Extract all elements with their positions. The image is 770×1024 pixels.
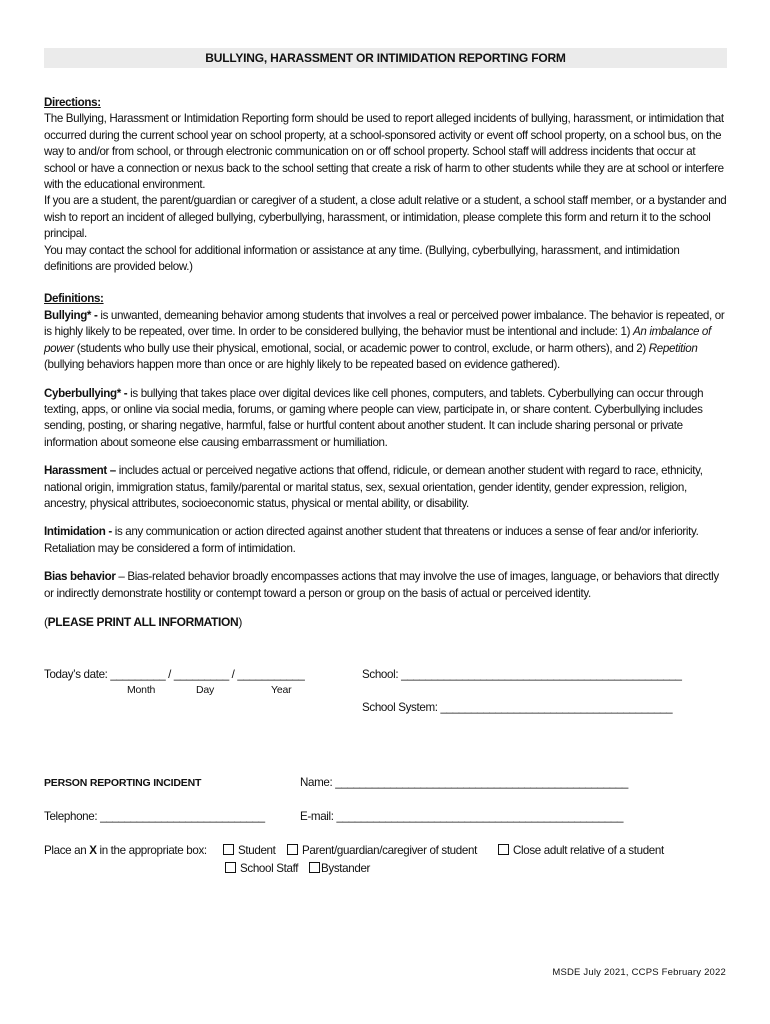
- bullying-text-3: (bullying behaviors happen more than once or are highly likely to be repeated based on evidence gathered).: [44, 358, 560, 372]
- telephone-field[interactable]: Telephone: ___________________________: [44, 810, 265, 823]
- name-field[interactable]: Name: ________________________________________________: [300, 776, 628, 789]
- checkbox-icon[interactable]: [498, 844, 509, 855]
- place-prefix: Place an: [44, 844, 90, 857]
- print-notice-open: (: [44, 614, 48, 629]
- reporter-role-row: [44, 844, 207, 857]
- print-notice-bold: PLEASE PRINT ALL INFORMATION: [47, 614, 239, 629]
- form-page: [44, 48, 727, 630]
- definitions-heading: Definitions:: [44, 292, 104, 306]
- bullying-text-2: (students who bully use their physical, emotional, social, or academic power to control, exclude, or harm others), and 2): [73, 341, 649, 355]
- checkbox-student[interactable]: [223, 844, 276, 857]
- place-suffix: in the appropriate box:: [96, 844, 207, 857]
- definition-intimidation: [44, 524, 727, 557]
- definition-bias: [44, 569, 727, 602]
- bias-term: Bias behavior: [44, 570, 116, 584]
- person-reporting-heading: PERSON REPORTING INCIDENT: [44, 777, 202, 789]
- print-notice: [44, 614, 727, 630]
- cyberbullying-term: Cyberbullying* -: [44, 386, 128, 400]
- checkbox-close-relative-label: Close adult relative of a student: [513, 844, 664, 857]
- checkbox-student-label: Student: [238, 844, 276, 857]
- todays-date-field[interactable]: Today’s date: _________ / _________ / ___________: [44, 668, 305, 681]
- school-field[interactable]: School: ______________________________________________: [362, 668, 682, 681]
- print-notice-close: ): [238, 614, 242, 629]
- day-label: Day: [196, 684, 215, 696]
- school-system-field[interactable]: School System: ______________________________________: [362, 701, 673, 714]
- checkbox-icon[interactable]: [225, 862, 236, 873]
- checkbox-school-staff[interactable]: [225, 862, 298, 875]
- checkbox-parent-label: Parent/guardian/caregiver of student: [302, 844, 477, 857]
- cyberbullying-text: is bullying that takes place over digital devices like cell phones, computers, and tablets. Cyberbullying can occur through texting, apps, or online via social media, forums, or gaming where people can view, participate in, or share content. Cyberbullying includes sending, posting, or sharing negative, harmful, false or hurtful content about another student. It can include sharing personal or private information about someone else causing embarrassment or humiliation.: [44, 386, 704, 449]
- intimidation-text: is any communication or action directed against another student that threatens or induces a sense of fear and/or inferiority. Retaliation may be considered a form of intimidation.: [44, 525, 699, 555]
- directions-paragraph-1: The Bullying, Harassment or Intimidation Reporting form should be used to report alleged incidents of bullying, harassment, or intimidation that occurred during the current school year on school property, at a school-sponsored activity or event off school property, on a school bus, on the way to and/or from school, or through electronic communication on or off school property. School staff will address incidents that occur at school or have a connection or nexus back to the school setting that create a risk of harm to other students while they are at school or interfere with the educational environment.: [44, 112, 724, 192]
- checkbox-bystander-label: Bystander: [321, 862, 371, 875]
- checkbox-icon[interactable]: [223, 844, 234, 855]
- bullying-emphasis-1: An imbalance of power: [44, 325, 711, 355]
- place-x: X: [89, 844, 97, 857]
- bullying-term: Bullying* -: [44, 308, 98, 322]
- checkbox-close-relative[interactable]: [498, 844, 664, 857]
- checkbox-icon[interactable]: [309, 862, 320, 873]
- bullying-emphasis-2: Repetition: [648, 341, 698, 355]
- checkbox-parent[interactable]: [287, 844, 477, 857]
- footer-version: MSDE July 2021, CCPS February 2022: [552, 967, 726, 978]
- month-label: Month: [127, 684, 156, 696]
- harassment-text: includes actual or perceived negative actions that offend, ridicule, or demean another student with regard to race, ethnicity, national origin, immigration status, family/parental or marital status, sex, sexual orientation, gender identity, gender expression, religion, ancestry, physical attributes, socioeconomic status, physical or mental ability, or disability.: [44, 464, 703, 510]
- year-label: Year: [271, 684, 292, 696]
- bias-text: – Bias-related behavior broadly encompasses actions that may involve the use of images, language, or behaviors that directly or indirectly demonstrate hostility or contempt toward a person or group on the basis of actual or perceived identity.: [44, 570, 719, 600]
- definition-harassment: [44, 463, 727, 512]
- definition-bullying: [44, 308, 727, 374]
- directions-section: [44, 95, 727, 275]
- email-field[interactable]: E-mail: _______________________________________________: [300, 810, 624, 823]
- intimidation-term: Intimidation -: [44, 525, 112, 539]
- directions-paragraph-3: You may contact the school for additional information or assistance at any time. (Bullying, cyberbullying, harassment, and intimidation definitions are provided below.): [44, 243, 680, 274]
- definition-cyberbullying: [44, 386, 727, 452]
- bullying-text: is unwanted, demeaning behavior among students that involves a real or perceived power imbalance. The behavior is repeated, or is highly likely to be repeated, over time. In order to be considered bullying, the behavior must be intentional and include: 1): [44, 308, 725, 339]
- checkbox-school-staff-label: School Staff: [240, 862, 299, 875]
- checkbox-icon[interactable]: [287, 844, 298, 855]
- directions-paragraph-2: If you are a student, the parent/guardian or caregiver of a student, a close adult relative or a student, a school staff member, or a bystander and wish to report an incident of alleged bullying, cyberbullying, harassment, or intimidation, please complete this form and return it to the school principal.: [44, 194, 727, 241]
- directions-heading: Directions:: [44, 96, 101, 109]
- harassment-term: Harassment –: [44, 464, 116, 478]
- checkbox-bystander[interactable]: [309, 862, 370, 875]
- form-title: BULLYING, HARASSMENT OR INTIMIDATION REPORTING FORM: [44, 48, 727, 68]
- definitions-section: [44, 291, 727, 630]
